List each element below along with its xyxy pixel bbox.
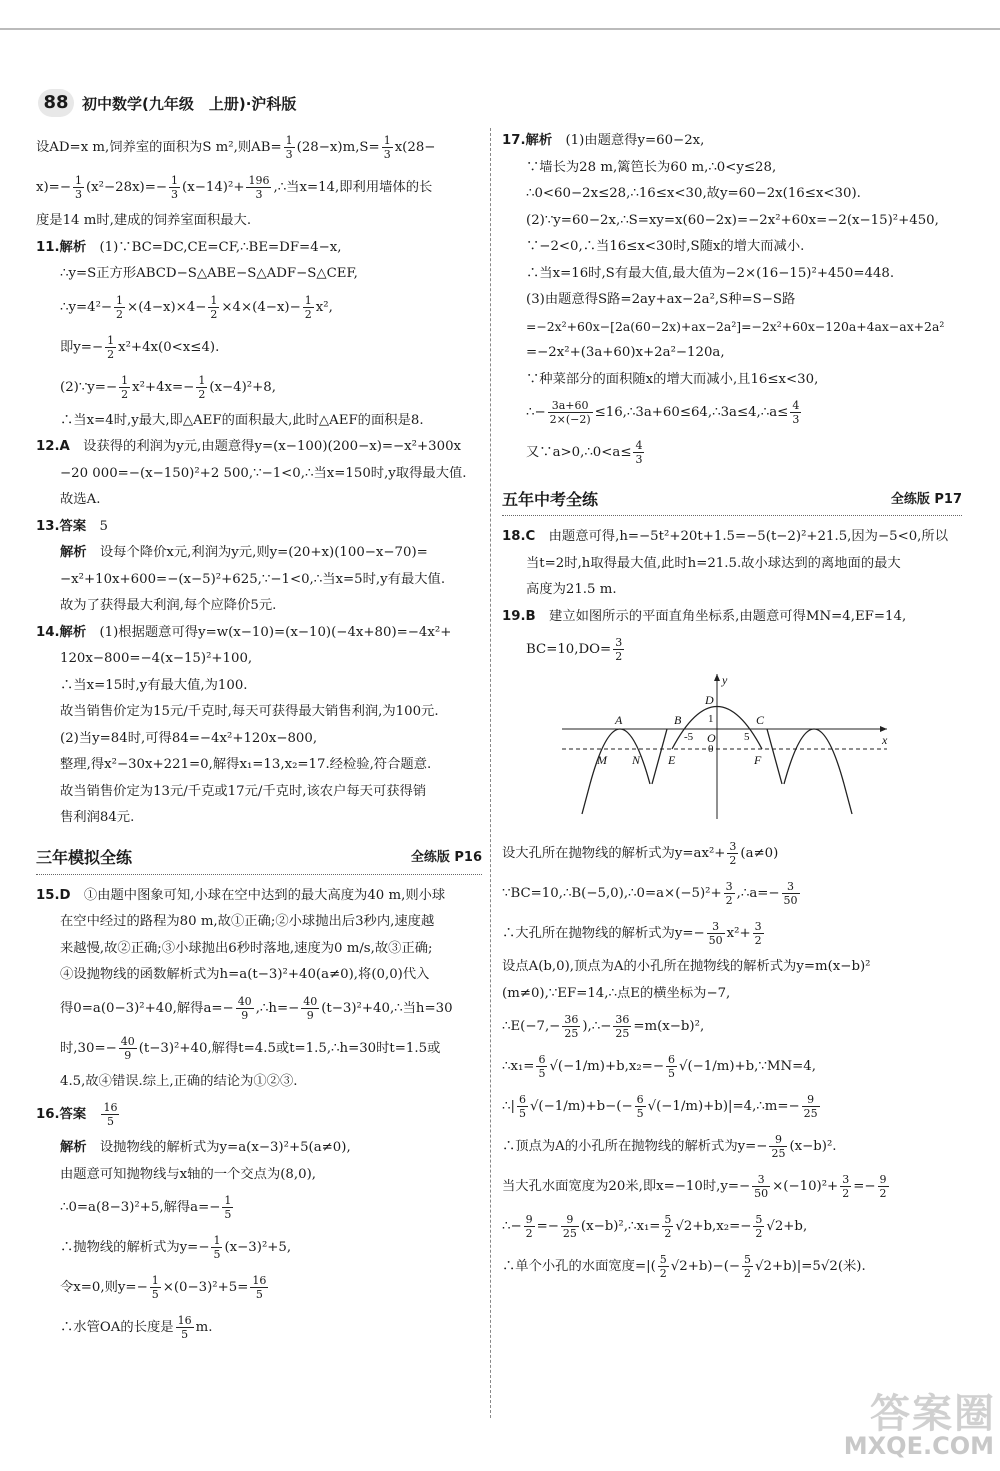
- line: ∴E(−7,− $\frac{36}{25}$ ),∴− $\frac{36}{25}$ =m(x−b)²,: [502, 1013, 705, 1040]
- fraction: $\frac{1}{3}$: [74, 174, 82, 201]
- line: 故选A.: [60, 492, 101, 507]
- line: 在空中经过的路程为80 m,故①正确;②小球抛出后3秒内,速度越: [60, 914, 435, 929]
- fraction: $\frac{1}{3}$: [383, 134, 391, 161]
- tick-minus-5: -5: [684, 731, 694, 743]
- line: =−2x²+60x−[2a(60−2x)+ax−2a²]=−2x²+60x−120a+4ax−ax+2a²: [526, 318, 945, 334]
- line: 时,30=− $\frac{40}{9}$ (t−3)²+40,解得t=4.5或t=1.5,∴h=30时t=1.5或: [60, 1034, 441, 1062]
- line: ∴当x=4时,y最大,即△AEF的面积最大,此时△AEF的面积是8.: [60, 412, 424, 428]
- fraction: $\frac{9}{2}$: [525, 1213, 533, 1240]
- label-B: B: [674, 713, 682, 727]
- tick-1: 1: [708, 713, 714, 725]
- line: 来越慢,故②正确;③小球抛出6秒时落地,速度为0 m/s,故③正确;: [60, 940, 433, 956]
- line: 由题意可知抛物线与x轴的一个交点为(8,0),: [60, 1166, 316, 1182]
- label-C: C: [756, 713, 765, 727]
- label-F: F: [754, 753, 762, 767]
- line: ∴顶点为A的小孔所在抛物线的解析式为y=− $\frac{9}{25}$ (x−b)².: [502, 1133, 837, 1160]
- section-title: 五年中考全练: [502, 489, 599, 509]
- arch-leg: [652, 729, 667, 784]
- fraction: $\frac{1}{2}$: [304, 293, 312, 321]
- fraction: $\frac{1}{3}$: [171, 174, 179, 201]
- q13: 13.答案 5: [36, 518, 108, 534]
- line: =−2x²+(3a+60)x+2a²−120a,: [526, 345, 725, 360]
- line: 120x−800=−4(x−15)²+100,: [60, 651, 253, 666]
- section-ref: 全练版 P17: [890, 491, 962, 507]
- line: 高度为21.5 m.: [526, 582, 617, 597]
- line: ∴y=4²− $\frac{1}{2}$ ×(4−x)×4− $\frac{1}{2}$ ×4×(4−x)− $\frac{1}{2}$ x²,: [60, 293, 333, 321]
- top-rule: [0, 28, 1000, 30]
- arch-leg: [767, 729, 782, 784]
- label-M: M: [597, 753, 607, 767]
- line: 售利润84元.: [60, 810, 135, 825]
- fraction: $\frac{1}{5}$: [213, 1234, 221, 1261]
- label-O: O: [707, 731, 716, 745]
- fraction: $\frac{3a+60}{2\times(-2)}$: [549, 399, 591, 426]
- line: ∵种菜部分的面积随x的增大而减小,且16≤x<30,: [526, 371, 819, 387]
- label-E: E: [668, 753, 676, 767]
- fraction: $\frac{6}{5}$: [667, 1053, 675, 1080]
- line: 故当销售价定为13元/千克或17元/千克时,该农户每天可获得销: [60, 783, 427, 799]
- line: (2)当y=84时,可得84=−4x²+120x−800,: [60, 730, 318, 746]
- line: (m≠0),∵EF=14,∴点E的横坐标为−7,: [502, 985, 731, 1001]
- line: 4.5,故④错误.综上,正确的结论为①②③.: [60, 1073, 298, 1089]
- line: ∴0<60−2x≤28,∴16≤x<30,故y=60−2x(16≤x<30).: [526, 186, 861, 201]
- line: 当t=2时,h取得最大值,此时h=21.5.故小球达到的离地面的最大: [526, 555, 901, 571]
- fraction: $\frac{3}{2}$: [615, 636, 623, 663]
- right-column: [502, 128, 962, 1287]
- line: ∴当x=15时,y有最大值,为100.: [60, 677, 248, 693]
- fraction: $\frac{4}{3}$: [635, 439, 643, 466]
- line: 解析 设每个降价x元,利润为y元,则y=(20+x)(100−x−70)=: [60, 545, 428, 560]
- label-y: y: [722, 674, 728, 687]
- fraction: $\frac{6}{5}$: [538, 1053, 546, 1080]
- fraction: $\frac{40}{9}$: [120, 1034, 135, 1062]
- line: 故为了获得最大利润,每个应降价5元.: [60, 598, 277, 613]
- q11: 11.解析 (1)∵BC=DC,CE=CF,∴BE=DF=4−x,: [36, 239, 342, 255]
- line: ∴− $\frac{3a+60}{2\times(-2)}$ ≤16,∴3a+60≤64,∴3a≤4,∴a≤ $\frac{4}{3}$: [526, 399, 800, 426]
- label-D: D: [705, 693, 714, 707]
- line: 又∵a>0,∴0<a≤ $\frac{4}{3}$: [526, 439, 643, 466]
- line: ∵墙长为28 m,篱笆长为60 m,∴0<y≤28,: [526, 159, 777, 175]
- line: ∵−2<0,∴当16≤x<30时,S随x的增大而减小.: [526, 239, 805, 254]
- line: −x²+10x+600=−(x−5)²+625,∵−1<0,∴当x=5时,y有最大值.: [60, 571, 446, 587]
- fraction: $\frac{3}{50}$: [708, 920, 723, 947]
- x-axis-arrow: [880, 726, 887, 732]
- fraction: $\frac{3}{2}$: [754, 920, 762, 947]
- fraction: $\frac{16}{5}$: [252, 1274, 267, 1301]
- q15: 15.D ①由题中图象可知,小球在空中达到的最大高度为40 m,则小球: [36, 887, 446, 903]
- line: −20 000=−(x−150)²+2 500,∵−1<0,∴当x=150时,y取得最大值.: [60, 465, 467, 481]
- line: ∴x₁= $\frac{6}{5}$ √(−1/m)+b,x₂=− $\frac{6}{5}$ √(−1/m)+b,∵MN=4,: [502, 1053, 816, 1080]
- line: 得0=a(0−3)²+40,解得a=− $\frac{40}{9}$ ,∴h=− $\frac{40}{9}$ (t−3)²+40,∴当h=30: [60, 994, 453, 1022]
- fraction: $\frac{5}{2}$: [755, 1213, 763, 1240]
- line: (2)∵y=60−2x,∴S=xy=x(60−2x)=−2x²+60x=−2(x−15)²+450,: [526, 212, 939, 228]
- fraction: $\frac{3}{2}$: [725, 880, 733, 907]
- fraction: $\frac{9}{25}$: [803, 1093, 818, 1120]
- line: BC=10,DO= $\frac{3}{2}$: [526, 636, 623, 663]
- section-title: 三年模拟全练: [36, 848, 133, 868]
- arch-leg: [844, 784, 852, 814]
- line: x)=− $\frac{1}{3}$ (x²−28x)=− $\frac{1}{3}$ (x−14)²+ $\frac{196}{3}$ ,∴当x=14,即利用墙体的长: [36, 174, 433, 201]
- line: ∴− $\frac{9}{2}$ =− $\frac{9}{25}$ (x−b)²,∴x₁= $\frac{5}{2}$ √2+b,x₂=− $\frac{5}{2}$ √2+b,: [502, 1213, 808, 1240]
- line: 故当销售价定为15元/千克时,每天可获得最大销售利润,为100元.: [60, 704, 439, 719]
- fraction: $\frac{3}{2}$: [729, 840, 737, 867]
- fraction: $\frac{5}{2}$: [744, 1253, 752, 1280]
- line: 整理,得x²−30x+221=0,解得x₁=13,x₂=17.经检验,符合题意.: [60, 757, 432, 772]
- parabola-figure: [502, 674, 962, 824]
- section-ref: 全练版 P16: [410, 850, 482, 866]
- line: 解析 设抛物线的解析式为y=a(x−3)²+5(a≠0),: [60, 1140, 351, 1155]
- fraction: $\frac{3}{2}$: [842, 1173, 850, 1200]
- fraction: $\frac{36}{25}$: [564, 1013, 579, 1040]
- small-arch-right: [784, 729, 844, 784]
- line: ∴大孔所在抛物线的解析式为y=− $\frac{3}{50}$ x²+ $\frac{3}{2}$: [502, 920, 762, 947]
- book-title: 初中数学(九年级 上册)·沪科版: [82, 94, 297, 113]
- line: ∴0=a(8−3)²+5,解得a=− $\frac{1}{5}$: [60, 1194, 232, 1221]
- fraction: $\frac{6}{5}$: [636, 1093, 644, 1120]
- line: ∴单个小孔的水面宽度=|( $\frac{5}{2}$ √2+b)−(− $\frac{5}{2}$ √2+b)|=5√2(米).: [502, 1253, 866, 1280]
- line: ∴当x=16时,S有最大值,最大值为−2×(16−15)²+450=448.: [526, 265, 895, 281]
- tick-5: 5: [744, 731, 750, 743]
- fraction: $\frac{6}{5}$: [518, 1093, 526, 1120]
- tick-0: 0: [708, 743, 714, 755]
- fraction: $\frac{16}{5}$: [177, 1314, 192, 1341]
- label-A: A: [615, 713, 623, 727]
- line: 设AD=x m,饲养室的面积为S m²,则AB= $\frac{1}{3}$ (28−x)m,S= $\frac{1}{3}$ x(28−: [36, 134, 436, 161]
- fraction: $\frac{1}{5}$: [224, 1194, 232, 1221]
- fraction: $\frac{1}{5}$: [151, 1274, 159, 1301]
- fraction: $\frac{5}{2}$: [664, 1213, 672, 1240]
- fraction: $\frac{4}{3}$: [792, 399, 800, 426]
- q17: 17.解析 (1)由题意得y=60−2x,: [502, 133, 705, 148]
- fraction: $\frac{196}{3}$: [248, 174, 270, 201]
- line: (2)∵y=− $\frac{1}{2}$ x²+4x=− $\frac{1}{2}$ (x−4)²+8,: [60, 373, 276, 401]
- q19: 19.B 建立如图所示的平面直角坐标系,由题意可得MN=4,EF=14,: [502, 608, 907, 624]
- arch-leg: [582, 784, 590, 814]
- label-x: x: [882, 733, 888, 747]
- label-N: N: [632, 753, 641, 767]
- fraction: $\frac{9}{2}$: [879, 1173, 887, 1200]
- left-column: [36, 128, 482, 1348]
- line: 度是14 m时,建成的饲养室面积最大.: [36, 213, 252, 228]
- fraction: $\frac{3}{50}$: [754, 1173, 769, 1200]
- section-header: [36, 844, 482, 875]
- watermark-url: MXQE.COM: [843, 1432, 994, 1460]
- fraction: $\frac{40}{9}$: [237, 994, 252, 1022]
- line: ∴| $\frac{6}{5}$ √(−1/m)+b−(− $\frac{6}{5}$ √(−1/m)+b)|=4,∴m=− $\frac{9}{25}$: [502, 1093, 818, 1120]
- page-number: 88: [38, 89, 74, 117]
- line: ∴水管OA的长度是 $\frac{16}{5}$ m.: [60, 1314, 213, 1341]
- fraction: $\frac{9}{25}$: [562, 1213, 577, 1240]
- q14: 14.解析 (1)根据题意可得y=w(x−10)=(x−10)(−4x+80)=−4x²+: [36, 624, 452, 640]
- section-header: [502, 485, 962, 516]
- line: ④设抛物线的函数解析式为h=a(t−3)²+40(a≠0),将(0,0)代入: [60, 967, 430, 982]
- line: 当大孔水面宽度为20米,即x=−10时,y=− $\frac{3}{50}$ ×(−10)²+ $\frac{3}{2}$ =− $\frac{9}{2}$: [502, 1173, 887, 1200]
- line: (3)由题意得S路=2ay+ax−2a²,S种=S−S路: [526, 292, 796, 307]
- line: ∵BC=10,∴B(−5,0),∴0=a×(−5)²+ $\frac{3}{2}$ ,∴a=− $\frac{3}{50}$: [502, 880, 798, 907]
- page-header: [38, 88, 296, 118]
- y-axis-arrow: [714, 674, 720, 681]
- fraction: $\frac{1}{2}$: [107, 333, 115, 361]
- line: ∴抛物线的解析式为y=− $\frac{1}{5}$ (x−3)²+5,: [60, 1234, 292, 1261]
- watermark-logo: 答案圈: [870, 1391, 996, 1437]
- fraction: $\frac{1}{3}$: [285, 134, 293, 161]
- line: 设点A(b,0),顶点为A的小孔所在抛物线的解析式为y=m(x−b)²: [502, 959, 871, 974]
- fraction: $\frac{40}{9}$: [303, 994, 318, 1022]
- q12: 12.A 设获得的利润为y元,由题意得y=(x−100)(200−x)=−x²+300x: [36, 439, 462, 454]
- fraction: $\frac{1}{2}$: [198, 373, 206, 401]
- line: ∴y=S正方形ABCD−S△ABE−S△ADF−S△CEF,: [60, 266, 358, 281]
- fraction: $\frac{1}{2}$: [121, 373, 129, 401]
- fraction: $\frac{3}{50}$: [783, 880, 798, 907]
- fraction: $\frac{1}{2}$: [116, 293, 124, 321]
- line: 设大孔所在抛物线的解析式为y=ax²+ $\frac{3}{2}$ (a≠0): [502, 840, 779, 867]
- fraction: $\frac{9}{25}$: [771, 1133, 786, 1160]
- line: 即y=− $\frac{1}{2}$ x²+4x(0<x≤4).: [60, 333, 220, 361]
- fraction: $\frac{5}{2}$: [659, 1253, 667, 1280]
- column-divider: [490, 128, 491, 1418]
- coordinate-diagram: [502, 674, 962, 824]
- fraction: $\frac{1}{2}$: [210, 293, 218, 321]
- q18: 18.C 由题意可得,h=−5t²+20t+1.5=−5(t−2)²+21.5,因为−5<0,所以: [502, 529, 948, 544]
- line: 令x=0,则y=− $\frac{1}{5}$ ×(0−3)²+5= $\frac{16}{5}$: [60, 1274, 267, 1301]
- fraction: $\frac{36}{25}$: [615, 1013, 630, 1040]
- fraction: $\frac{16}{5}$: [103, 1101, 118, 1128]
- q16: 16.答案 $\frac{16}{5}$: [36, 1101, 118, 1128]
